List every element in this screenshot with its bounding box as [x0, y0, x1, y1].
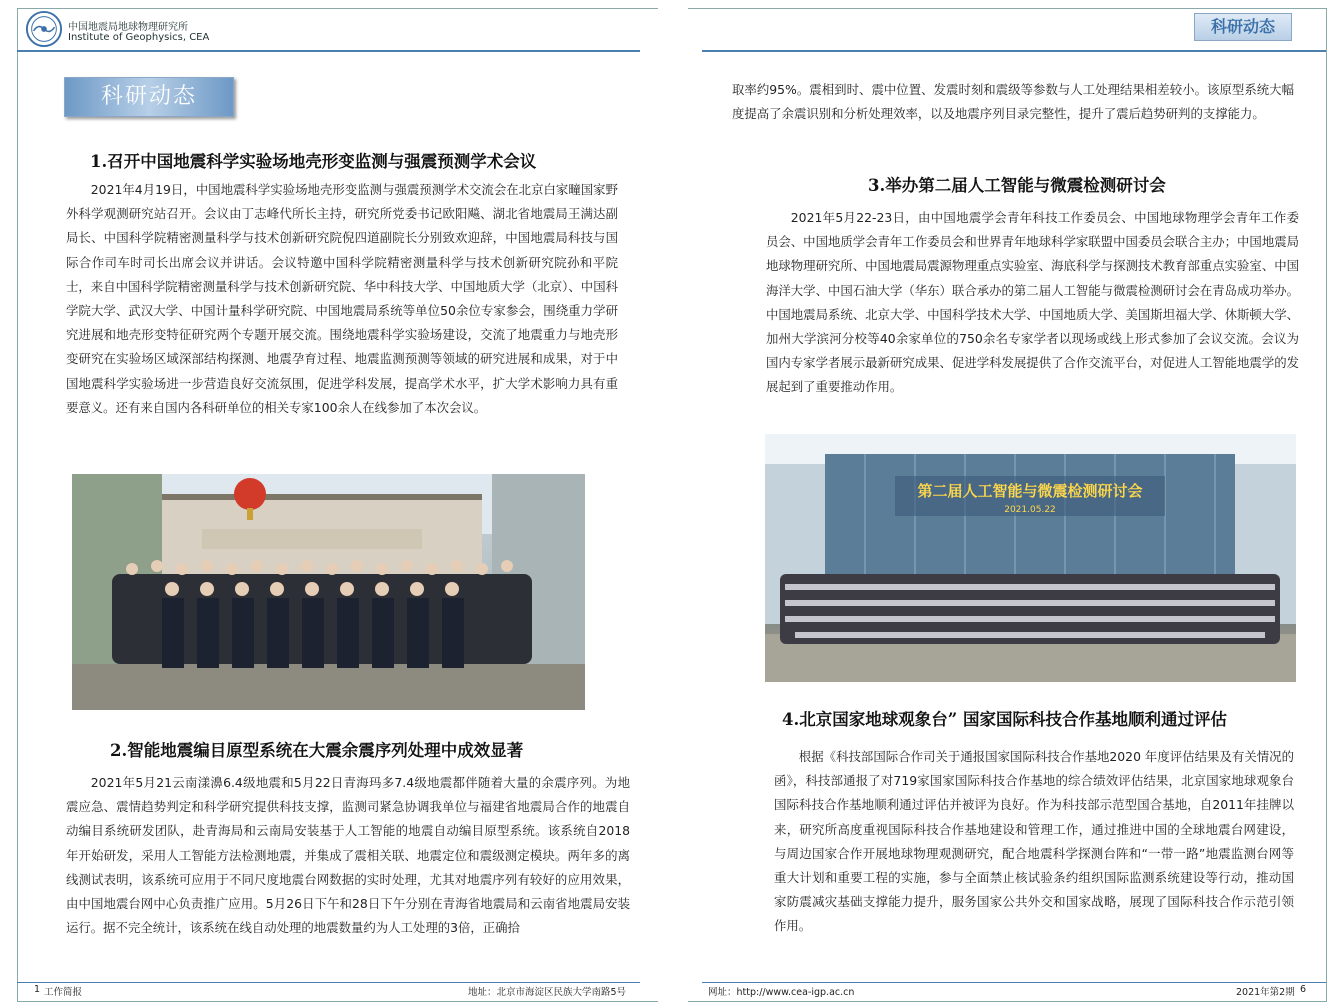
photo-banner-text: 第二届人工智能与微震检测研讨会 — [917, 482, 1143, 500]
footer-issue: 2021年第2期 — [1236, 987, 1295, 998]
article-2-title: 2.智能地震编目原型系统在大震余震序列处理中成效显著 — [110, 741, 524, 760]
org-name-en: Institute of Geophysics, CEA — [68, 32, 210, 43]
header-rule-right — [702, 50, 1326, 52]
footer-rule-left — [17, 982, 640, 983]
article-2-continued: 取率约95%。震相到时、震中位置、发震时刻和震级等参数与人工处理结果相差较小。该原型系统大幅度提高了余震识别和分析处理效率，以及地震序列目录完整性，提升了震后趋势研判的支撑能力。 — [732, 82, 1294, 122]
header-rule-left — [17, 50, 640, 52]
section-badge: 科研动态 — [64, 77, 234, 117]
org-name-cn: 中国地震局地球物理研究所 — [68, 22, 188, 33]
footer-rule-right — [702, 982, 1326, 983]
article-3-body: 2021年5月22-23日，由中国地震学会青年科技工作委员会、中国地球物理学会青年工作委员会、中国地质学会青年工作委员会和世界青年地球科学家联盟中国委员会联合主办；中国地震局地球物理研究所、中国地震局震源物理重点实验室、海底科学与探测技术教育部重点实验室、中国海洋大学、中国石油大学（华东）联合承办的第二届人工智能与微震检测研讨会在青岛成功举办。中国地震局系统、北京大学、中国科学技术大学、中国地质大学、美国斯坦福大学、休斯顿大学、加州大学滨河分校等40余家单位的750余名专家学者以现场或线上形式参加了会议交流。会议为国内专家学者展示最新研究成果、促进学科发展提供了合作交流平台，对促进人工智能地震学的发展起到了重要推动作用。 — [766, 210, 1299, 395]
institute-logo-icon — [25, 10, 63, 48]
article-3-title: 3.举办第二届人工智能与微震检测研讨会 — [868, 176, 1166, 195]
footer-left-title: 工作简报 — [44, 987, 83, 998]
footer-left-page-number: 1 — [34, 984, 41, 995]
article-1-group-photo — [72, 474, 585, 710]
article-4-title: 4.北京国家地球观象台” 国家国际科技合作基地顺利通过评估 — [782, 710, 1227, 729]
article-4-body: 根据《科技部国际合作司关于通报国家国际科技合作基地2020 年度评估结果及有关情况的函》，科技部通报了对719家国家国际科技合作基地的综合绩效评估结果，北京国家地球观象台国际科技合作基地顺利通过评估并被评为良好。作为科技部示范型国合基地，自2011年挂牌以来，研究所高度重视国际科技合作基地建设和管理工作，通过推进中国的全球地震台网建设，与周边国家合作开展地球物理观测研究，配合地震科学探测台阵和“一带一路”地震监测台网等重大计划和重要工程的实施，参与全面禁止核试验条约组织国际监测系统建设等行动，推动国家防震减灾基础支撑能力提升，服务国家公共外交和国家战略，展现了国际科技合作示范引领作用。 — [774, 749, 1294, 934]
footer-address: 地址：北京市海淀区民族大学南路5号 — [468, 987, 627, 998]
photo-banner-date: 2021.05.22 — [1004, 505, 1056, 515]
article-1-body: 2021年4月19日，中国地震科学实验场地壳形变监测与强震预测学术交流会在北京白家疃国家野外科学观测研究站召开。会议由丁志峰代所长主持，研究所党委书记欧阳飚、湖北省地震局王满达副局长、中国科学院精密测量科学与技术创新研究院倪四道副院长分别致欢迎辞，中国地震局科技与国际合作司车时司长出席会议并讲话。会议特邀中国科学院精密测量科学与技术创新研究院孙和平院士，来自中国科学院精密测量科学与技术创新研究院、华中科技大学、中国地质大学（北京）、中国科学院大学、武汉大学、中国计量科学研究院、中国地震局系统等单位50余位专家参会，围绕重力学研究进展和地壳形变特征研究两个专题开展交流。围绕地震科学实验场建设，交流了地震重力与地壳形变研究在实验场区域深部结构探测、地震孕育过程、地震监测预测等领域的研究进展和成果，对于中国地震科学实验场进一步营造良好交流氛围，促进学科发展，提高学术水平，扩大学术影响力具有重要意义。还有来自国内各科研单位的相关专家100余人在线参加了本次会议。 — [66, 182, 618, 415]
article-2-body: 2021年5月21云南漾濞6.4级地震和5月22日青海玛多7.4级地震都伴随着大量的余震序列。为地震应急、震情趋势判定和科学研究提供科技支撑，监测司紧急协调我单位与福建省地震局合作的地震自动编目系统研发团队，赴青海局和云南局安装基于人工智能的地震自动编目原型系统。该系统自2018年开始研发，采用人工智能方法检测地震，并集成了震相关联、地震定位和震级测定模块。两年多的离线测试表明，该系统可应用于不同尺度地震台网数据的实时处理，尤其对地震序列有较好的应用效果，由中国地震台网中心负责推广应用。5月26日下午和28日下午分别在青海省地震局和云南省地震局安装运行。据不完全统计，该系统在线自动处理的地震数量约为人工处理的3倍，正确拾 — [66, 775, 630, 936]
footer-website: 网址：http://www.cea-igp.ac.cn — [708, 987, 855, 998]
footer-right-page-number: 6 — [1300, 984, 1307, 995]
article-3-group-photo — [765, 434, 1296, 682]
article-1-title: 1.召开中国地震科学实验场地壳形变监测与强震预测学术会议 — [90, 152, 537, 171]
header-section-tag: 科研动态 — [1194, 13, 1292, 41]
